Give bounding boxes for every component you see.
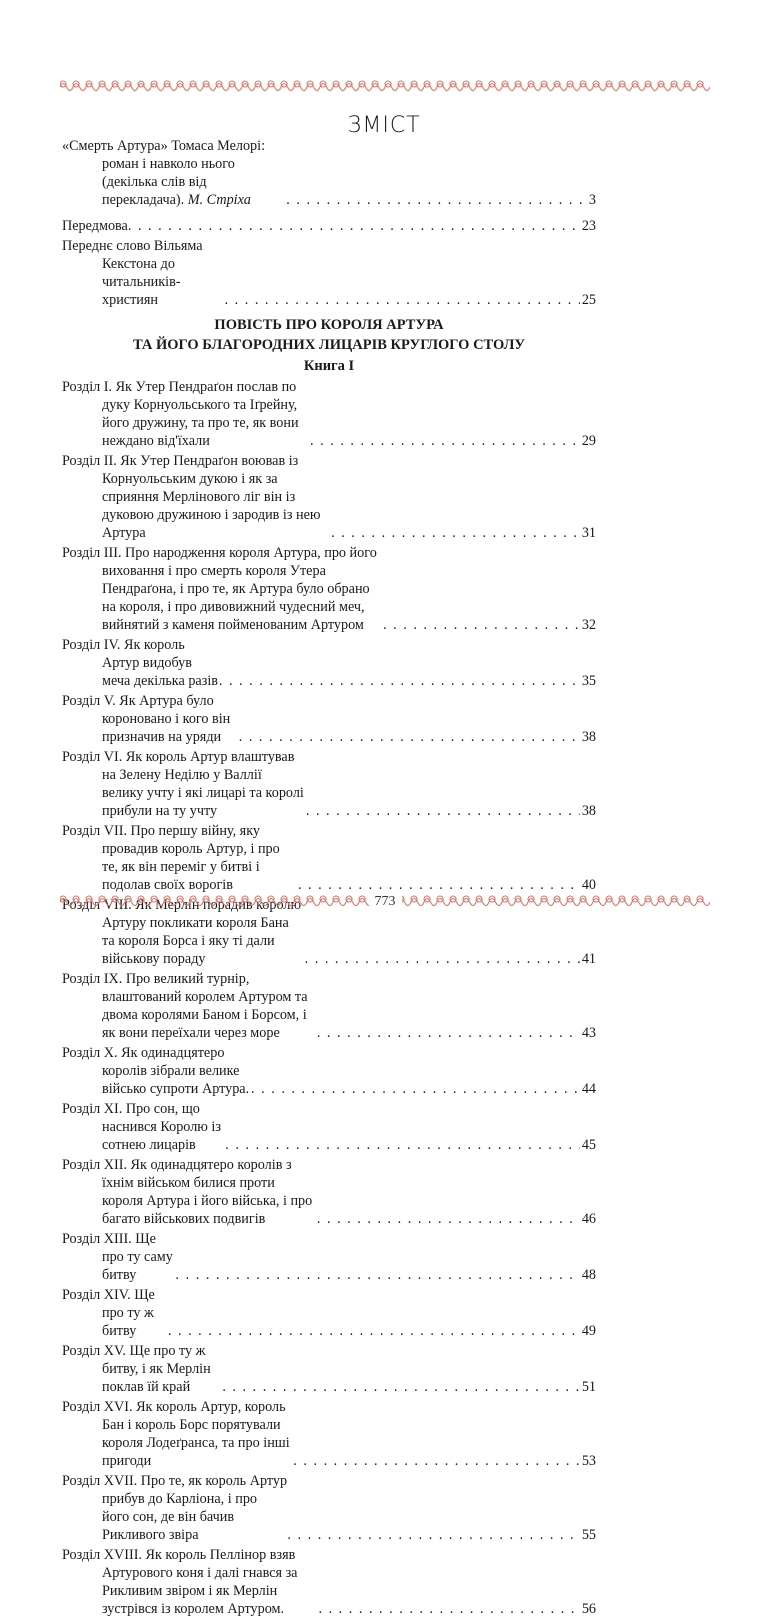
toc-entry-text: Переднє слово Вільяма Кекстона до читальників-християн xyxy=(62,238,203,308)
ornament-motif xyxy=(398,81,411,90)
toc-entry-page: 35 xyxy=(581,673,596,689)
toc-entry-text: Розділ XVII. Про те, як король Артур прибув до Карліона, і про його сон, де він бачив Рикливого звіра xyxy=(62,1473,288,1543)
toc-entry-text: Розділ XVIII. Як король Пеллінор взяв Артурового коня і далі гнався за Рикливим звіром і як Мерлін зустрівся із королем Артуром. xyxy=(62,1547,298,1617)
book-heading: Книга І xyxy=(303,358,355,374)
toc-entry-chapter[interactable] xyxy=(62,636,596,690)
toc-entry-page: 55 xyxy=(581,1527,596,1543)
chapter-list xyxy=(62,378,596,1618)
toc-entry-chapter[interactable] xyxy=(62,1398,596,1470)
ornament-motif xyxy=(359,81,372,90)
ornament-motif xyxy=(684,81,697,90)
leader-dots xyxy=(317,1024,580,1042)
ornament-motif xyxy=(476,81,489,90)
ornament-motif xyxy=(463,81,476,90)
toc-entry-text: Розділ I. Як Утер Пендраґон послав по дуку Корнуольського та Іґрейну, його дружину, та про те, як вони неждано від'їхали xyxy=(62,379,299,449)
leader-dots xyxy=(128,217,580,235)
leader-dots xyxy=(383,616,580,634)
ornament-motif xyxy=(281,81,294,90)
leader-dots xyxy=(251,1080,580,1098)
ornament-motif xyxy=(164,81,177,90)
toc-entry-page: 51 xyxy=(581,1379,596,1395)
ornament-motif xyxy=(593,81,606,90)
toc-entry-front-1[interactable] xyxy=(62,137,596,209)
toc-entry-page: 48 xyxy=(581,1267,596,1283)
toc-entry-chapter[interactable] xyxy=(62,544,596,634)
ornament-motif xyxy=(606,81,619,90)
toc-entry-text: Розділ XV. Ще про ту ж битву, і як Мерлін поклав їй край xyxy=(62,1343,211,1395)
toc-entry-chapter[interactable] xyxy=(62,1230,596,1284)
toc-entry-chapter[interactable] xyxy=(62,748,596,820)
toc-entry-chapter[interactable] xyxy=(62,970,596,1042)
toc-entry-chapter[interactable] xyxy=(62,1546,596,1618)
ornament-motif xyxy=(138,81,151,90)
leader-dots xyxy=(306,802,580,820)
leader-dots xyxy=(305,950,580,968)
toc-entry-text: Розділ XIV. Ще про ту ж битву xyxy=(62,1287,155,1339)
ornament-motif xyxy=(255,81,268,90)
ornament-motif xyxy=(411,81,424,90)
toc-entry-page: 49 xyxy=(581,1323,596,1339)
toc-entry-author: М. Стріха xyxy=(187,192,251,208)
leader-dots xyxy=(225,291,580,309)
toc-entry-text: Розділ XVI. Як король Артур, король Бан і король Борс порятували короля Лодеґранса, та про інші пригоди xyxy=(62,1399,290,1469)
ornament-motif xyxy=(125,81,138,90)
ornament-motif xyxy=(567,81,580,90)
leader-dots xyxy=(225,1136,580,1154)
ornament-motif xyxy=(528,81,541,90)
toc-entry-chapter[interactable] xyxy=(62,1472,596,1544)
toc-entry-text: Розділ XIII. Ще про ту саму битву xyxy=(62,1231,173,1283)
ornament-motif xyxy=(697,81,710,90)
leader-dots xyxy=(168,1322,580,1340)
ornament-motif xyxy=(541,81,554,90)
leader-dots xyxy=(286,191,587,209)
ornament-motif xyxy=(645,81,658,90)
ornament-motif xyxy=(671,81,684,90)
ornament-motif xyxy=(515,81,528,90)
toc-entry-page: 44 xyxy=(581,1081,596,1097)
toc-entry-chapter[interactable] xyxy=(62,1100,596,1154)
toc-entry-text: Розділ V. Як Артура було короновано і кого він призначив на уряди xyxy=(62,693,231,745)
ornament-motif xyxy=(333,81,346,90)
toc-entry-page: 40 xyxy=(581,877,596,893)
ornament-motif xyxy=(86,81,99,90)
page-number: 773 xyxy=(369,894,402,909)
toc-entry-chapter[interactable] xyxy=(62,1156,596,1228)
ornament-motif xyxy=(190,81,203,90)
ornament-motif xyxy=(489,81,502,90)
ornament-motif xyxy=(268,81,281,90)
toc-entry-page: 43 xyxy=(581,1025,596,1041)
toc-entry-page: 56 xyxy=(581,1601,596,1617)
leader-dots xyxy=(298,876,580,894)
ornament-motif xyxy=(203,81,216,90)
work-title-line-1: ПОВІСТЬ ПРО КОРОЛЯ АРТУРА xyxy=(214,317,444,333)
ornament-motif xyxy=(619,81,632,90)
toc-entry-text: Розділ X. Як одинадцятеро королів зібрали велике військо супроти Артура. xyxy=(62,1045,250,1097)
ornament-motif xyxy=(294,81,307,90)
toc-entry-page: 38 xyxy=(581,803,596,819)
leader-dots xyxy=(293,1452,580,1470)
toc-entry-chapter[interactable] xyxy=(62,1044,596,1098)
ornament-motif xyxy=(554,81,567,90)
toc-entry-text: Розділ VII. Про першу війну, яку провадив король Артур, і про те, як він переміг у битві і подолав своїх ворогів xyxy=(62,823,280,893)
ornament-motif xyxy=(177,81,190,90)
ornament-motif xyxy=(320,81,333,90)
ornament-motif xyxy=(658,81,671,90)
toc-entry-chapter[interactable] xyxy=(62,822,596,894)
ornament-motif xyxy=(450,81,463,90)
ornament-motif xyxy=(60,81,73,90)
ornament-motif xyxy=(99,81,112,90)
toc-entry-page: 31 xyxy=(581,525,596,541)
ornament-motif xyxy=(372,81,385,90)
ornament-motif xyxy=(73,81,86,90)
toc-entry-text: Розділ XII. Як одинадцятеро королів з їхнім військом билися проти короля Артура і його війська, і про багато військових подвигів xyxy=(62,1157,313,1227)
toc-entry-page: 32 xyxy=(581,617,596,633)
toc-entry-page: 29 xyxy=(581,433,596,449)
toc-entry-chapter[interactable] xyxy=(62,1286,596,1340)
leader-dots xyxy=(222,1378,580,1396)
toc-entry-page: 25 xyxy=(581,292,596,308)
toc-entry-text: Розділ IV. Як король Артур видобув меча декілька разів xyxy=(62,637,218,689)
toc-entry-page: 46 xyxy=(581,1211,596,1227)
ornament-motif xyxy=(346,81,359,90)
toc-entry-front-3[interactable] xyxy=(62,237,596,309)
ornament-motif xyxy=(242,81,255,90)
toc-entry-text: Розділ XI. Про сон, що наснився Королю із сотнею лицарів xyxy=(62,1101,221,1153)
leader-dots xyxy=(239,728,580,746)
toc-entry-chapter[interactable] xyxy=(62,378,596,450)
ornament-motif xyxy=(307,81,320,90)
toc-entry-chapter[interactable] xyxy=(62,692,596,746)
leader-dots xyxy=(219,672,580,690)
ornament-motif xyxy=(229,81,242,90)
toc-entry-front-2[interactable] xyxy=(62,217,596,235)
toc-entry-text: Передмова xyxy=(62,218,128,234)
leader-dots xyxy=(318,1600,579,1618)
leader-dots xyxy=(310,432,580,450)
toc-entry-text: Розділ III. Про народження короля Артура, про його виховання і про смерть короля Утера Пендраґона, і про те, як Артура було обрано на короля, і про дивовижний чудесний меч, вийнятий з каменя пойменованим Артуром xyxy=(62,545,377,633)
ornament-motif xyxy=(437,81,450,90)
work-title-line-2: ТА ЙОГО БЛАГОРОДНИХ ЛИЦАРІВ КРУГЛОГО СТОЛУ xyxy=(132,337,526,353)
ornament-motif xyxy=(151,81,164,90)
table-of-contents xyxy=(62,137,596,1620)
ornament-motif xyxy=(502,81,515,90)
toc-entry-page: 53 xyxy=(581,1453,596,1469)
ornament-motif xyxy=(632,81,645,90)
toc-entry-chapter[interactable] xyxy=(62,452,596,542)
toc-entry-page: 3 xyxy=(588,192,596,208)
leader-dots xyxy=(317,1210,580,1228)
ornament-motif xyxy=(385,81,398,90)
toc-entry-text: Розділ II. Як Утер Пендраґон воював із Корнуольським дукою і як за сприяння Мерлінового ліг він із дуковою дружиною і зародив із нею Артура xyxy=(62,453,321,541)
toc-entry-chapter[interactable] xyxy=(62,1342,596,1396)
toc-entry-page: 23 xyxy=(581,218,596,234)
top-ornament-border xyxy=(60,80,710,94)
ornament-motif xyxy=(580,81,593,90)
ornament-motif xyxy=(216,81,229,90)
toc-entry-page: 38 xyxy=(581,729,596,745)
toc-entry-page: 45 xyxy=(581,1137,596,1153)
leader-dots xyxy=(331,524,580,542)
ornament-motif xyxy=(424,81,437,90)
ornament-motif xyxy=(112,81,125,90)
toc-entry-page: 41 xyxy=(581,951,596,967)
toc-entry-text: Розділ VI. Як король Артур влаштував на Зелену Неділю у Валлії велику учту і які лицарі та королі прибули на ту учту xyxy=(62,749,304,819)
toc-entry-text: «Смерть Артура» Томаса Мелорі: роман і навколо нього (декілька слів від перекладача). xyxy=(62,138,266,208)
toc-entry-text: Розділ VIII. Як Мерлін порадив королю Артуру покликати короля Бана та короля Борса і яку ті дали військову пораду xyxy=(62,897,302,967)
toc-entry-text: Розділ IX. Про великий турнір, влаштований королем Артуром та двома королями Баном і Борсом, і як вони переїхали через море xyxy=(62,971,308,1041)
leader-dots xyxy=(287,1526,579,1544)
page-title: ЗМІСТ xyxy=(347,113,421,138)
leader-dots xyxy=(176,1266,580,1284)
